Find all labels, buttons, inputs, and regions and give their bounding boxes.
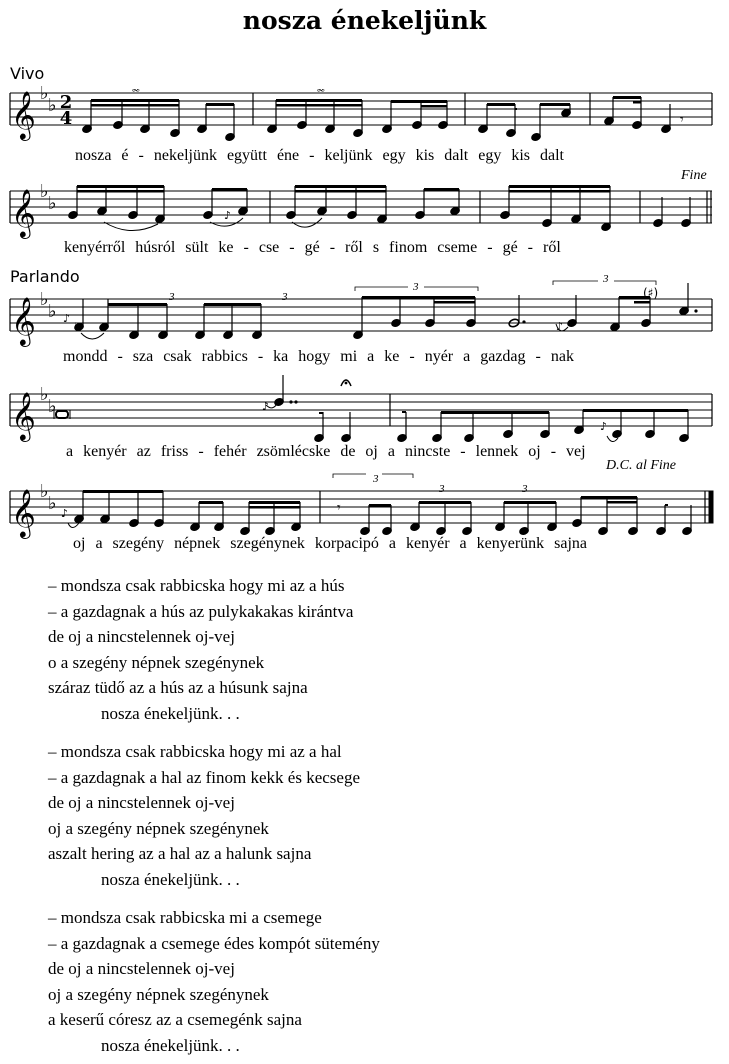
stanza [48,905,380,1058]
lyrics-line: a kenyér az friss - fehér zsömlécske de oj a nincste - lennek oj - vej [66,443,586,460]
stanza [48,739,360,892]
svg-text:♭: ♭ [48,301,57,322]
stanza [48,573,353,726]
svg-text:3: 3 [439,483,445,495]
notes-staff-5 [61,473,692,536]
treble-clef-icon: 𝄞 [11,296,36,345]
svg-text:♭: ♭ [48,193,57,214]
svg-text:3: 3 [522,483,528,495]
treble-clef-icon: 𝄞 [11,391,36,440]
stanza-refrain: nosza énekeljünk. . . [101,703,240,723]
svg-text:3: 3 [282,291,288,303]
notes-staff-3 [63,273,698,340]
stanza-line: – a gazdagnak a csemege édes kompót sütemény [48,933,380,953]
lyrics-line: nosza é - nekeljünk együtt éne - keljünk egy kis dalt egy kis dalt [75,147,564,164]
stanza-line: de oj a nincstelennek oj-vej [48,793,235,812]
svg-text:3: 3 [373,473,379,485]
svg-text:♪: ♪ [556,320,564,333]
svg-text:𝆗: 𝆗 [132,81,140,97]
time-signature-bottom: 4 [59,108,73,129]
stanza-line: oj a szegény népnek szegénynek [48,984,269,1004]
tempo-marking-parlando: Parlando [10,267,80,286]
stanza-line: o a szegény népnek szegénynek [48,652,265,672]
stanza-refrain: nosza énekeljünk. . . [101,869,240,889]
stanza-line: a keserű córesz az a csemegénk sajna [48,1010,302,1029]
svg-text:♭: ♭ [40,384,49,405]
stanza-line: de oj a nincstelennek oj-vej [48,627,235,646]
time-signature-top: 2 [59,92,73,113]
svg-text:♪: ♪ [61,507,69,520]
stanza-line: aszalt hering az a hal az a halunk sajna [48,844,312,863]
svg-text:𝄾: 𝄾 [337,500,341,516]
page-title: nosza énekeljünk [242,6,487,35]
fine-marking: Fine [681,168,707,183]
treble-clef-icon: 𝄞 [11,90,36,139]
svg-text:♭: ♭ [48,95,57,116]
notes-staff-4 [54,375,689,443]
lyrics-line: oj a szegény népnek szegénynek korpacipó a kenyér a kenyerünk sajna [73,535,588,552]
svg-text:3: 3 [169,291,175,303]
lyrics-line: kenyérről húsról sült ke - cse - gé - ről s finom cseme - gé - ről [64,239,561,256]
dc-al-fine-marking: D.C. al Fine [606,458,676,473]
svg-text:♭: ♭ [40,181,49,202]
svg-text:♭: ♭ [48,396,57,417]
notes-staff-1 [82,81,684,142]
svg-text:𝄾: 𝄾 [680,112,684,128]
svg-text:♪: ♪ [224,209,232,222]
stanza-line: száraz tüdő az a hús az a húsunk sajna [48,678,308,697]
stanza-line: – a gazdagnak a hús az pulykakakas kirántva [48,601,354,621]
svg-text:♪: ♪ [262,400,270,413]
svg-text:𝆗: 𝆗 [317,81,325,97]
treble-clef-icon: 𝄞 [11,188,36,237]
staff-line [10,191,712,223]
svg-text:♪: ♪ [600,420,608,433]
stanza-line: – mondsza csak rabbicska hogy mi az a hús [48,576,345,595]
stanza-line: de oj a nincstelennek oj-vej [48,959,235,978]
svg-text:♮: ♮ [74,320,79,334]
final-barline [709,491,713,523]
stanza-line: – mondsza csak rabbicska mi a csemege [48,908,322,927]
notes-staff-2 [68,185,692,232]
treble-clef-icon: 𝄞 [11,488,36,537]
svg-text:♭: ♭ [40,83,49,104]
stanza-line: oj a szegény népnek szegénynek [48,818,269,838]
svg-text:3: 3 [413,281,419,293]
stanza-line: – a gazdagnak a hal az finom kekk és kecsege [48,767,360,787]
svg-text:♭: ♭ [48,493,57,514]
stanza-line: – mondsza csak rabbicska hogy mi az a hal [48,742,342,761]
svg-text:♭: ♭ [40,481,49,502]
svg-text:(♯): (♯) [643,286,659,300]
svg-text:♪: ♪ [63,312,71,325]
svg-text:3: 3 [603,273,609,285]
lyrics-line: mondd - sza csak rabbics - ka hogy mi a ke - nyér a gazdag - nak [63,348,574,365]
svg-text:♭: ♭ [40,289,49,310]
stanza-refrain: nosza énekeljünk. . . [101,1035,240,1055]
tempo-marking-vivo: Vivo [10,64,45,83]
